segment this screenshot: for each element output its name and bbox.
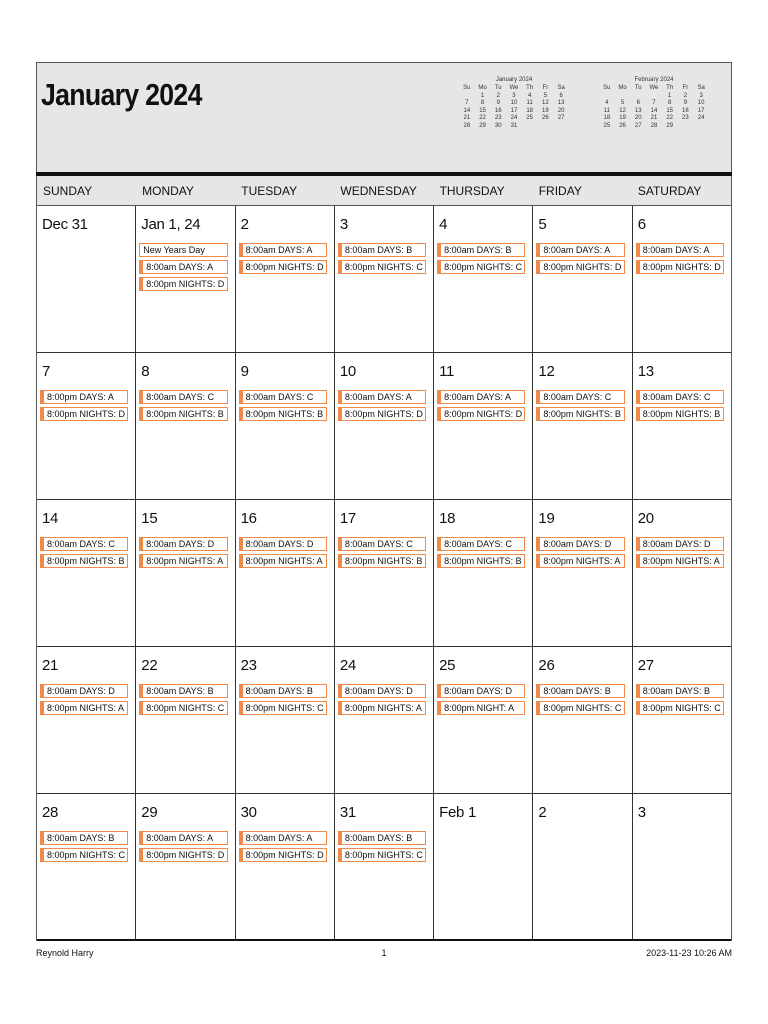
day-number: Dec 31 (42, 216, 88, 233)
day-cell[interactable] (37, 206, 136, 352)
mini-date (646, 93, 662, 101)
mini-calendar-title: January 2024 (495, 77, 533, 83)
calendar-event[interactable]: 8:00am DAYS: B (338, 831, 426, 845)
mini-date: 9 (496, 100, 500, 106)
calendar-event[interactable]: 8:00pm NIGHTS: A (239, 554, 327, 568)
week-row (37, 794, 731, 941)
calendar-event[interactable]: 8:00pm NIGHTS: D (536, 260, 624, 274)
calendar-event[interactable]: 8:00pm NIGHTS: C (239, 701, 327, 715)
mini-day-name: Fr (542, 85, 549, 91)
calendar-event[interactable]: 8:00am DAYS: B (139, 684, 227, 698)
mini-day-name: Mo (618, 85, 627, 91)
mini-date: 15 (666, 107, 673, 114)
day-number: 24 (339, 657, 356, 674)
day-cell[interactable] (37, 500, 136, 646)
mini-date: 27 (557, 115, 565, 121)
calendar-event[interactable]: 8:00am DAYS: B (536, 684, 624, 698)
mini-date (630, 93, 646, 101)
day-cell[interactable] (236, 647, 335, 793)
weekday-label: TUESDAY (241, 184, 298, 198)
calendar-event[interactable]: 8:00pm NIGHTS: D (239, 848, 327, 862)
calendar-event[interactable]: 8:00am DAYS: D (239, 537, 327, 551)
mini-date (678, 123, 694, 131)
day-number: 14 (42, 510, 59, 527)
day-number: 27 (637, 657, 654, 674)
weekday-label: THURSDAY (439, 184, 505, 198)
mini-date: 13 (557, 100, 565, 106)
calendar-event[interactable]: 8:00pm NIGHT: A (437, 701, 525, 715)
mini-date: 5 (543, 92, 548, 99)
day-cell[interactable] (533, 500, 632, 646)
day-cell[interactable] (434, 500, 533, 646)
mini-day-name: Su (463, 85, 471, 91)
mini-date: 6 (559, 92, 563, 99)
mini-date: 11 (526, 100, 533, 106)
weekday-label: FRIDAY (538, 184, 582, 198)
mini-date: 16 (682, 107, 689, 114)
mini-date: 20 (557, 107, 565, 114)
day-cell[interactable] (633, 794, 731, 939)
calendar-event[interactable]: 8:00pm NIGHTS: D (239, 260, 327, 274)
mini-date: 16 (494, 107, 502, 114)
mini-date: 18 (603, 115, 611, 121)
mini-date: 12 (542, 100, 549, 106)
day-number: 3 (637, 804, 646, 821)
weekday-header-row (36, 176, 732, 206)
day-cell[interactable] (434, 647, 533, 793)
mini-date: 28 (463, 122, 471, 129)
mini-calendar-january (459, 76, 569, 130)
mini-day-name: Sa (697, 85, 705, 91)
calendar-event[interactable]: 8:00pm NIGHTS: C (338, 848, 426, 862)
mini-date: 7 (465, 100, 469, 106)
day-cell[interactable] (533, 353, 632, 499)
day-number: 8 (141, 363, 150, 380)
mini-date: 23 (682, 115, 689, 121)
footer-author: Reynold Harry (36, 948, 94, 958)
mini-day-name: Th (666, 85, 674, 91)
week-row (37, 353, 731, 500)
calendar-event[interactable]: 8:00pm NIGHTS: D (437, 407, 525, 421)
page-title: January 2024 (41, 77, 202, 112)
day-cell[interactable] (236, 500, 335, 646)
day-number: 22 (141, 657, 158, 674)
mini-day-name: Su (603, 85, 611, 91)
month-grid (36, 206, 732, 941)
mini-day-name: Mo (478, 85, 487, 91)
mini-date (553, 123, 569, 131)
calendar-event[interactable]: 8:00pm NIGHTS: D (636, 260, 724, 274)
mini-date: 3 (699, 92, 703, 99)
calendar-event[interactable]: 8:00pm NIGHTS: B (139, 407, 227, 421)
mini-date: 25 (526, 115, 533, 121)
calendar-event[interactable]: 8:00am DAYS: D (536, 537, 624, 551)
weekday-label: SUNDAY (43, 184, 93, 198)
weekday-label: MONDAY (142, 184, 194, 198)
calendar-event[interactable]: 8:00pm NIGHTS: A (40, 701, 128, 715)
calendar-event[interactable]: 8:00am DAYS: D (338, 684, 426, 698)
mini-date: 21 (650, 115, 658, 121)
day-number: 25 (439, 657, 456, 674)
mini-date: 3 (512, 92, 516, 99)
calendar-event[interactable]: 8:00am DAYS: B (239, 684, 327, 698)
day-number: 2 (538, 804, 547, 821)
calendar-event[interactable]: 8:00am DAYS: A (338, 390, 426, 404)
mini-date: 12 (619, 107, 626, 114)
calendar-event[interactable]: 8:00pm NIGHTS: C (338, 260, 426, 274)
mini-day-name: We (509, 85, 519, 91)
mini-date: 19 (619, 115, 626, 121)
day-number: 17 (339, 510, 356, 527)
page-footer (36, 948, 732, 962)
mini-date: 10 (697, 100, 705, 106)
day-cell[interactable] (335, 500, 434, 646)
day-number: 15 (141, 510, 158, 527)
calendar-event[interactable]: 8:00am DAYS: A (636, 243, 724, 257)
mini-date: 28 (650, 122, 658, 129)
calendar-event[interactable]: 8:00pm NIGHTS: C (40, 848, 128, 862)
calendar-header (36, 62, 732, 172)
calendar-event[interactable]: 8:00am DAYS: B (437, 243, 525, 257)
mini-date: 8 (480, 100, 485, 106)
mini-date: 4 (527, 92, 532, 99)
day-cell[interactable] (533, 794, 632, 939)
calendar-event[interactable]: 8:00am DAYS: D (636, 537, 724, 551)
mini-date: 5 (620, 100, 625, 106)
day-cell[interactable] (434, 353, 533, 499)
mini-date: 21 (463, 115, 471, 121)
calendar-event[interactable]: 8:00pm NIGHTS: D (338, 407, 426, 421)
mini-date: 9 (683, 100, 688, 106)
footer-timestamp: 2023-11-23 10:26 AM (646, 948, 732, 958)
calendar-event[interactable]: 8:00am DAYS: A (536, 243, 624, 257)
mini-date: 10 (510, 100, 518, 106)
mini-date: 26 (619, 122, 626, 129)
mini-day-name: We (649, 85, 659, 91)
mini-date: 26 (542, 115, 549, 121)
mini-day-name: Fr (682, 85, 689, 91)
mini-date: 11 (603, 107, 610, 114)
calendar-event[interactable]: 8:00pm NIGHTS: D (139, 277, 227, 291)
day-cell[interactable] (533, 647, 632, 793)
mini-date (538, 123, 554, 131)
day-number: 2 (240, 216, 249, 233)
calendar-event[interactable]: 8:00pm NIGHTS: B (437, 554, 525, 568)
weekday-label: WEDNESDAY (340, 184, 417, 198)
day-cell[interactable] (236, 206, 335, 352)
calendar-event[interactable]: 8:00am DAYS: B (636, 684, 724, 698)
mini-date: 29 (479, 122, 486, 129)
calendar-event[interactable]: 8:00pm NIGHTS: C (139, 701, 227, 715)
mini-date: 24 (697, 115, 705, 121)
mini-date (522, 123, 538, 131)
day-cell[interactable] (434, 206, 533, 352)
calendar-event[interactable]: 8:00pm NIGHTS: A (636, 554, 724, 568)
calendar-event[interactable]: New Years Day (139, 243, 227, 257)
mini-date (459, 93, 475, 101)
calendar-event[interactable]: 8:00pm NIGHTS: C (437, 260, 525, 274)
weekday-label: SATURDAY (637, 184, 702, 198)
calendar-event[interactable]: 8:00pm NIGHTS: A (139, 554, 227, 568)
day-number: 26 (538, 657, 555, 674)
day-cell[interactable] (236, 353, 335, 499)
day-number: 23 (240, 657, 257, 674)
calendar-event[interactable]: 8:00am DAYS: C (40, 537, 128, 551)
day-cell[interactable] (37, 353, 136, 499)
calendar-event[interactable]: 8:00am DAYS: A (239, 831, 327, 845)
week-row (37, 206, 731, 353)
mini-calendar-february (599, 76, 709, 130)
week-row (37, 500, 731, 647)
mini-date: 25 (603, 122, 611, 129)
mini-date (615, 93, 631, 101)
calendar-event[interactable]: 8:00am DAYS: B (338, 243, 426, 257)
day-number: 6 (637, 216, 646, 233)
calendar-event[interactable]: 8:00pm NIGHTS: D (139, 848, 227, 862)
mini-date (693, 123, 709, 131)
day-number: 21 (42, 657, 59, 674)
calendar-event[interactable]: 8:00pm NIGHTS: B (636, 407, 724, 421)
calendar-event[interactable]: 8:00am DAYS: A (239, 243, 327, 257)
day-number: 13 (637, 363, 654, 380)
day-cell[interactable] (335, 206, 434, 352)
day-number: Jan 1, 24 (141, 216, 201, 233)
day-cell[interactable] (136, 353, 235, 499)
day-cell[interactable] (236, 794, 335, 939)
calendar-event[interactable]: 8:00pm NIGHTS: B (239, 407, 327, 421)
calendar-event[interactable]: 8:00pm DAYS: A (40, 390, 128, 404)
calendar-event[interactable]: 8:00am DAYS: C (338, 537, 426, 551)
day-cell[interactable] (37, 647, 136, 793)
mini-date: 18 (526, 107, 533, 114)
day-cell[interactable] (633, 206, 731, 352)
mini-date: 29 (666, 122, 673, 129)
calendar-event[interactable]: 8:00pm NIGHTS: A (338, 701, 426, 715)
week-row (37, 647, 731, 794)
day-number: 29 (141, 804, 158, 821)
mini-day-name: Tu (494, 85, 502, 91)
mini-date: 6 (636, 100, 640, 106)
mini-date: 15 (479, 107, 486, 114)
mini-date: 23 (494, 115, 502, 121)
mini-day-name: Tu (634, 85, 642, 91)
day-cell[interactable] (335, 353, 434, 499)
calendar-event[interactable]: 8:00pm NIGHTS: B (40, 554, 128, 568)
calendar-event[interactable]: 8:00am DAYS: C (536, 390, 624, 404)
day-number: Feb 1 (439, 804, 476, 821)
day-number: 4 (439, 216, 448, 233)
mini-date: 4 (605, 100, 609, 106)
mini-date: 1 (480, 92, 485, 99)
calendar-event[interactable]: 8:00am DAYS: B (40, 831, 128, 845)
day-cell[interactable] (136, 206, 235, 352)
mini-date: 8 (667, 100, 672, 106)
day-number: 11 (439, 363, 455, 380)
day-number: 18 (439, 510, 456, 527)
calendar-event[interactable]: 8:00am DAYS: A (139, 831, 227, 845)
day-number: 20 (637, 510, 654, 527)
calendar-event[interactable]: 8:00pm NIGHTS: C (636, 701, 724, 715)
footer-page-number: 1 (381, 948, 387, 958)
day-number: 10 (339, 363, 356, 380)
mini-date: 19 (542, 107, 549, 114)
calendar-event[interactable]: 8:00pm NIGHTS: B (536, 407, 624, 421)
day-cell[interactable] (136, 794, 235, 939)
mini-day-name: Th (526, 85, 534, 91)
day-number: 28 (42, 804, 59, 821)
day-cell[interactable] (136, 500, 235, 646)
calendar-event[interactable]: 8:00pm NIGHTS: C (536, 701, 624, 715)
day-number: 19 (538, 510, 555, 527)
day-cell[interactable] (335, 647, 434, 793)
day-number: 9 (240, 363, 249, 380)
day-number: 7 (42, 363, 51, 380)
calendar-event[interactable]: 8:00am DAYS: C (139, 390, 227, 404)
mini-date: 22 (666, 115, 673, 121)
mini-date: 2 (496, 92, 500, 99)
calendar-event[interactable]: 8:00am DAYS: D (437, 684, 525, 698)
mini-date: 31 (510, 122, 518, 129)
calendar-event[interactable]: 8:00pm NIGHTS: B (338, 554, 426, 568)
day-number: 3 (339, 216, 348, 233)
mini-date: 30 (494, 122, 502, 129)
day-cell[interactable] (136, 647, 235, 793)
calendar-event[interactable]: 8:00am DAYS: C (239, 390, 327, 404)
day-number: 30 (240, 804, 257, 821)
day-number: 16 (240, 510, 257, 527)
mini-day-name: Sa (557, 85, 565, 91)
mini-date: 20 (634, 115, 642, 121)
calendar-event[interactable]: 8:00am DAYS: A (437, 390, 525, 404)
day-cell[interactable] (633, 500, 731, 646)
mini-date: 7 (652, 100, 656, 106)
day-cell[interactable] (335, 794, 434, 939)
mini-date: 22 (479, 115, 486, 121)
calendar-event[interactable]: 8:00am DAYS: C (437, 537, 525, 551)
mini-date: 1 (667, 92, 672, 99)
mini-date: 14 (463, 107, 471, 114)
calendar-event[interactable]: 8:00am DAYS: A (139, 260, 227, 274)
mini-date: 24 (510, 115, 518, 121)
mini-date: 17 (510, 107, 518, 114)
calendar-event[interactable]: 8:00am DAYS: C (636, 390, 724, 404)
calendar-page (36, 62, 732, 941)
mini-date: 27 (634, 122, 642, 129)
mini-date: 14 (650, 107, 658, 114)
mini-date: 17 (697, 107, 705, 114)
calendar-event[interactable]: 8:00am DAYS: D (139, 537, 227, 551)
calendar-event[interactable]: 8:00pm NIGHTS: A (536, 554, 624, 568)
day-number: 5 (538, 216, 547, 233)
mini-calendar-title: February 2024 (634, 77, 674, 83)
day-number: 31 (339, 804, 356, 821)
day-cell[interactable] (533, 206, 632, 352)
mini-date (599, 93, 615, 101)
mini-date: 2 (683, 92, 688, 99)
day-cell[interactable] (37, 794, 136, 939)
day-cell[interactable] (434, 794, 533, 939)
mini-date: 13 (634, 107, 642, 114)
day-number: 12 (538, 363, 555, 380)
calendar-event[interactable]: 8:00pm NIGHTS: D (40, 407, 128, 421)
day-cell[interactable] (633, 647, 731, 793)
day-cell[interactable] (633, 353, 731, 499)
calendar-event[interactable]: 8:00am DAYS: D (40, 684, 128, 698)
